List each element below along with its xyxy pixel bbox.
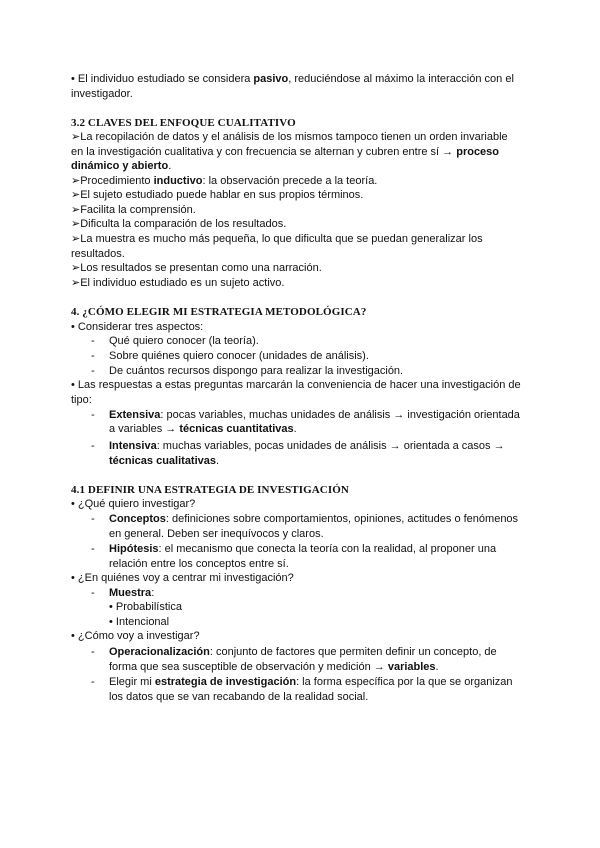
s32-line: en la investigación cualitativa y con frecuencia se alternan y cubren entre sí → proceso	[71, 146, 500, 158]
s41-conceptos: Conceptos: definiciones sobre comportamientos, opiniones, actitudes o fenómenos	[109, 513, 519, 525]
s41-operacionalizacion-cont: forma que sea susceptible de observación y medición → variables.	[109, 661, 439, 673]
s41-estrategia: Elegir mi estrategia de investigación: la forma específica por la que se organizan	[109, 676, 513, 688]
s41-hipotesis-cont: relación entre los conceptos entre sí.	[109, 558, 289, 570]
dash-marker: -	[91, 335, 95, 347]
s32-line: ➢Facilita la comprensión.	[71, 204, 196, 216]
s32-line: dinámico y abierto.	[71, 160, 172, 172]
dash-marker: -	[91, 543, 95, 555]
s32-line: ➢El individuo estudiado es un sujeto activo.	[71, 277, 285, 289]
s4-dash-item: De cuántos recursos dispongo para realizar la investigación.	[109, 365, 404, 377]
s41-question: • ¿Cómo voy a investigar?	[71, 630, 200, 642]
dash-marker: -	[91, 646, 95, 658]
section-3-2-heading: 3.2 CLAVES DEL ENFOQUE CUALITATIVO	[71, 117, 296, 129]
s32-line: resultados.	[71, 248, 125, 260]
s41-conceptos-cont: en general. Deben ser inequívocos y claros.	[109, 528, 324, 540]
s4-intensiva: Intensiva: muchas variables, pocas unidades de análisis → orientada a casos →	[109, 440, 505, 452]
dash-marker: -	[91, 513, 95, 525]
s4-bullet: • Considerar tres aspectos:	[71, 321, 204, 333]
s4-dash-item: Qué quiero conocer (la teoría).	[109, 335, 259, 347]
s32-line: ➢Dificulta la comparación de los resultados.	[71, 218, 287, 230]
s4-intensiva-cont: técnicas cualitativas.	[109, 455, 220, 467]
dash-marker: -	[91, 350, 95, 362]
s4-bullet: • Las respuestas a estas preguntas marcarán la conveniencia de hacer una investigación de	[71, 379, 521, 391]
s4-extensiva-cont: a variables → técnicas cuantitativas.	[109, 423, 297, 435]
s41-muestra: Muestra:	[109, 587, 155, 599]
intro-bullet-cont: investigador.	[71, 88, 133, 100]
s41-operacionalizacion: Operacionalización: conjunto de factores que permiten definir un concepto, de	[109, 646, 497, 658]
s32-line: ➢El sujeto estudiado puede hablar en sus propios términos.	[71, 189, 364, 201]
dash-marker: -	[91, 676, 95, 688]
s32-line: ➢Procedimiento inductivo: la observación precede a la teoría.	[71, 175, 378, 187]
dash-marker: -	[91, 440, 95, 452]
dash-marker: -	[91, 587, 95, 599]
s41-question: • ¿Qué quiero investigar?	[71, 498, 196, 510]
s41-estrategia-cont: los datos que se van recabando de la realidad social.	[109, 691, 369, 703]
s41-hipotesis: Hipótesis: el mecanismo que conecta la teoría con la realidad, al proponer una	[109, 543, 497, 555]
s41-muestra-item: • Probabilística	[109, 601, 182, 613]
s32-line: ➢Los resultados se presentan como una narración.	[71, 262, 322, 274]
s4-bullet-cont: tipo:	[71, 394, 92, 406]
dash-marker: -	[91, 409, 95, 421]
s4-dash-item: Sobre quiénes quiero conocer (unidades de análisis).	[109, 350, 369, 362]
s4-extensiva: Extensiva: pocas variables, muchas unidades de análisis → investigación orientada	[109, 409, 520, 421]
section-4-heading: 4. ¿CÓMO ELEGIR MI ESTRATEGIA METODOLÓGICA?	[71, 306, 367, 318]
intro-bullet: • El individuo estudiado se considera pasivo, reduciéndose al máximo la interacción con el	[71, 73, 514, 85]
s32-line: ➢La recopilación de datos y el análisis de los mismos tampoco tienen un orden invariable	[71, 131, 508, 143]
s41-muestra-item: • Intencional	[109, 616, 170, 628]
s41-question: • ¿En quiénes voy a centrar mi investigación?	[71, 572, 294, 584]
dash-marker: -	[91, 365, 95, 377]
s32-line: ➢La muestra es mucho más pequeña, lo que dificulta que se puedan generalizar los	[71, 233, 483, 245]
section-4-1-heading: 4.1 DEFINIR UNA ESTRATEGIA DE INVESTIGACIÓN	[71, 484, 349, 496]
